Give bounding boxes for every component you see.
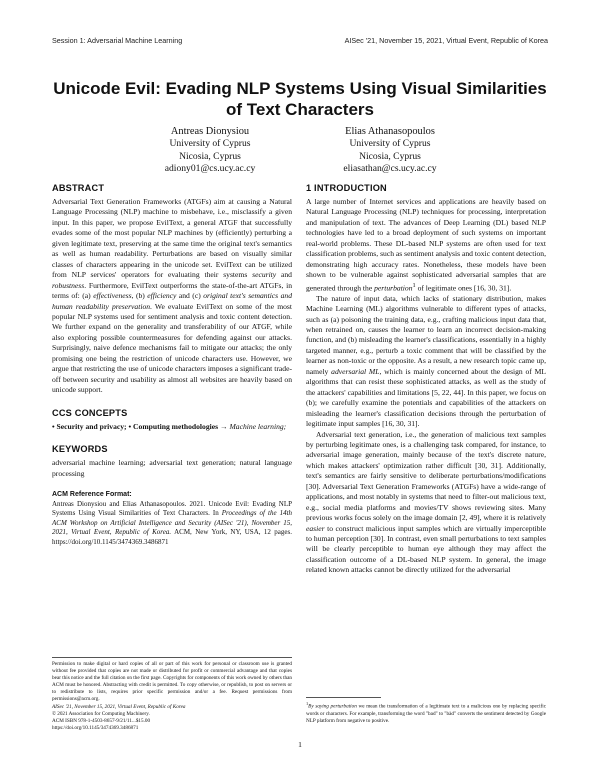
- paper-title: Unicode Evil: Evading NLP Systems Using Visual Similarities of Text Characters: [53, 79, 547, 119]
- author-block-2: [290, 126, 490, 176]
- keywords-heading: KEYWORDS: [52, 444, 108, 455]
- author-name: Elias Athanasopoulos: [345, 126, 435, 137]
- ccs-text: • Security and privacy; • Computing methodologies → Machine learning;: [52, 421, 287, 431]
- right-column: [306, 182, 546, 576]
- page-number: 1: [298, 740, 302, 749]
- acm-reference-heading: ACM Reference Format:: [52, 490, 132, 498]
- permission-block: [52, 661, 292, 732]
- author-location: Nicosia, Cyprus: [359, 150, 421, 162]
- footnote: $^1$By saying perturbation we mean the transformation of a legitimate text to a malicious one by replacing specific words or characters. For example, transforming the word "bad" to "bàd" converts the sentiment detected by Google NLP platform from negative to positive.: [306, 701, 546, 724]
- author-name: Antreas Dionysiou: [170, 126, 250, 137]
- author-block-1: [110, 126, 310, 176]
- introduction-heading: 1 INTRODUCTION: [306, 183, 387, 193]
- abstract-heading: ABSTRACT: [52, 183, 105, 193]
- header-venue: AISec '21, November 15, 2021, Virtual Event, Republic of Korea: [344, 36, 548, 45]
- author-email[interactable]: adiony01@cs.ucy.ac.cy: [164, 163, 256, 175]
- permission-isbn: ACM ISBN 978-1-4503-8657-9/21/11...$15.00: [52, 717, 151, 724]
- abstract-section: [52, 182, 292, 396]
- permission-text: Permission to make digital or hard copies of all or part of this work for personal or classroom use is granted without fee provided that copies are not made or distributed for profit or commercial advantage and that copies bear this notice and the full citation on the first page. Copyrights for components of this work owned by others than ACM must be honored. Abstracting with credit is permitted. To copy otherwise, or republish, to post on servers or to redistribute to lists, requires prior specific permission and/or a fee. Request permissions from permissions@acm.org.: [52, 661, 292, 703]
- author-location: Nicosia, Cyprus: [179, 150, 241, 162]
- abstract-text: Adversarial Text Generation Frameworks (ATGFs) aim at causing a Natural Language Processing (NLP) machine to misbehave, i.e., misclassify a given input. In this paper, we propose EvilText, a general ATGF that successfully evades some of the most popular NLP machines by (efficiently) perturbing a given legitimate text, preserving at the same time the original text's semantics as well as human readability. Perturbations are based on visually similar classes of characters appearing in the unicode set. EvilText can be utilized from NLP services' operators for evaluating their systems security and robustness. Furthermore, EvilText outperforms the state-of-the-art ATGFs, in terms of: (a) effectiveness, (b) efficiency and (c) original text's semantics and human readability preservation. We evaluate EvilText on some of the most popular NLP systems used for sentiment analysis and toxic content detection. We further expand on the generality and transferability of our ATGF, while also exploring possible countermeasures for defending against our attacks. Surprisingly, naive defence mechanisms fail to mitigate our attacks; the only promising one being the restriction of unicode characters use. However, we argue that restricting the use of unicode characters imposes a significant trade-off between security and usability as almost all websites are heavily based on unicode support.: [52, 197, 293, 395]
- author-email[interactable]: eliasathan@cs.ucy.ac.cy: [343, 163, 437, 175]
- permission-copyright: © 2021 Association for Computing Machinery.: [52, 710, 150, 717]
- intro-paragraph-3: Adversarial text generation, i.e., the generation of malicious text samples by perturbing legitimate ones, is a challenging task compared, for instance, to adversarial image generation, mainly because of the text's discrete nature, which makes attackers' optimization rather difficult [30, 31]. Additionally, text's semantics are fairly sensitive to deliberate perturbations/modifications [30]. Adversarial Text Generation Frameworks (ATGFs) have a wide-range of applications, and most notably in systems that need to filter-out malicious text, e.g., social media platforms and movies/TV shows reviewing sites. Many previous works focus solely on the image domain [2, 49], where it is relatively easier to construct malicious input samples which are virtually imperceptible to human perception [30]. In contrast, even small perturbations to text samples will be clearly perceptible to human eye although they may affect the classification outcome of a DL-based NLP system. In general, the image related known attacks cannot be directly utilized for the adversarial: [306, 429, 546, 575]
- keywords-section: [52, 443, 292, 479]
- author-affiliation: University of Cyprus: [169, 138, 251, 150]
- acm-reference-text: Antreas Dionysiou and Elias Athanasopoulos. 2021. Unicode Evil: Evading NLP Systems Using Visual Similarities of Text Characters. In Proceedings of the 14th ACM Workshop on Artificial Intelligence and Security (AISec '21), November 15, 2021, Virtual Event, Republic of Korea. ACM, New York, NY, USA, 12 pages. https://doi.org/10.1145/3474369.3486871: [52, 499, 293, 546]
- ccs-concepts-section: [52, 407, 292, 432]
- permission-doi[interactable]: https://doi.org/10.1145/3474369.3486871: [52, 724, 139, 731]
- permission-divider: [52, 657, 292, 658]
- left-column: [52, 182, 292, 547]
- keywords-text: adversarial machine learning; adversarial text generation; natural language processing: [52, 458, 292, 478]
- author-affiliation: University of Cyprus: [349, 138, 431, 150]
- intro-paragraph-1: A large number of Internet services and applications are heavily based on Natural Language Processing (NLP) techniques for processing, interpretation and manipulation of text. The advances of Deep Learning (DL) based NLP technologies have led to a broad deployment of such systems on important real-world problems. These DL-based NLP systems are often used for text classification problems, such as sentiment analysis and toxic content detection, demonstrating high accuracy rates. Nonetheless, these models have been shown to be vulnerable against sophisticated adversarial samples that are generated through the perturbation$^1$ of legitimate ones [16, 30, 31].: [306, 197, 546, 293]
- permission-venue: AISec '21, November 15, 2021, Virtual Event, Republic of Korea: [52, 703, 186, 710]
- acm-reference-section: [52, 490, 292, 547]
- intro-paragraph-2: The nature of input data, which lacks of stationary distribution, makes Machine Learning (ML) algorithms vulnerable to different types of attacks, such as (a) poisoning the training data, e.g., crafting malicious input data that, when retrained on, causes the learner to learn an incorrect decision-making function, and (b) misleading the learner's classifications, essentially in a highly targeted manner, e.g., perturb a toxic comment that will be classified by the learner as non-toxic or the opposite. As a result, a new research topic came up, namely adversarial ML, which is mainly concerned about the design of ML algorithms that can resist these sophisticated attacks, as well as the study of the attackers' capabilities and limitations [5, 22, 44]. In this paper, we focus on (b); we carefully examine the potentials and capabilities of the attackers on misleading the learner's classification decisions through the perturbation of legitimate input samples [16, 30, 31].: [306, 293, 546, 429]
- header-session: Session 1: Adversarial Machine Learning: [52, 36, 183, 45]
- ccs-heading: CCS CONCEPTS: [52, 407, 128, 418]
- footnote-divider: [306, 697, 381, 698]
